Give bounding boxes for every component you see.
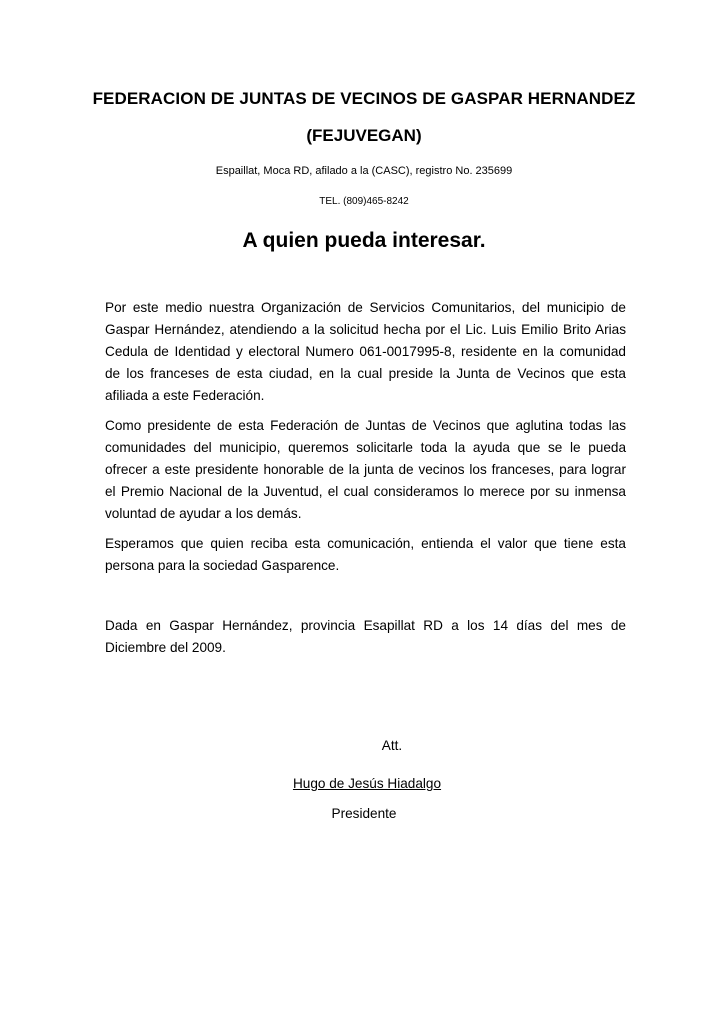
letter-salutation: A quien pueda interesar. xyxy=(242,229,486,252)
organization-phone: TEL. (809)465-8242 xyxy=(319,196,409,207)
body-paragraph: Esperamos que quien reciba esta comunicación, entienda el valor que tiene esta persona para la sociedad Gasparence. xyxy=(105,536,626,573)
signer-name xyxy=(0,776,728,791)
signer-title xyxy=(0,806,728,821)
organization-title: FEDERACION DE JUNTAS DE VECINOS DE GASPAR HERNANDEZ xyxy=(92,89,636,108)
signer-name-text: Hugo de Jesús Hiadalgo xyxy=(292,776,442,791)
body-paragraph: Dada en Gaspar Hernández, provincia Esapillat RD a los 14 días del mes de Diciembre del 2009. xyxy=(105,618,626,655)
signer-title-text: Presidente xyxy=(331,806,397,821)
body-paragraph: Por este medio nuestra Organización de Servicios Comunitarios, del municipio de Gaspar Hernández, atendiendo a la solicitud hecha por el Lic. Luis Emilio Brito Arias Cedula de Identidad y electoral Numero 061-0017995-8, residente en la comunidad de los franceses de esta ciudad, en la cual preside la Junta de Vecinos que esta afiliada a este Federación. xyxy=(105,300,626,403)
letter-body xyxy=(105,297,626,667)
body-paragraph: Como presidente de esta Federación de Juntas de Vecinos que aglutina todas las comunidades del municipio, queremos solicitarle toda la ayuda que se le pueda ofrecer a este presidente honorable de la junta de vecinos los franceses, para lograr el Premio Nacional de la Juventud, el cual consideramos lo merece por su inmensa voluntad de ayudar a los demás. xyxy=(105,418,626,521)
closing-att xyxy=(0,738,728,753)
closing-att-text: Att. xyxy=(381,738,403,753)
organization-abbreviation: (FEJUVEGAN) xyxy=(306,126,422,145)
organization-address: Espaillat, Moca RD, afilado a la (CASC), registro No. 235699 xyxy=(215,165,513,177)
